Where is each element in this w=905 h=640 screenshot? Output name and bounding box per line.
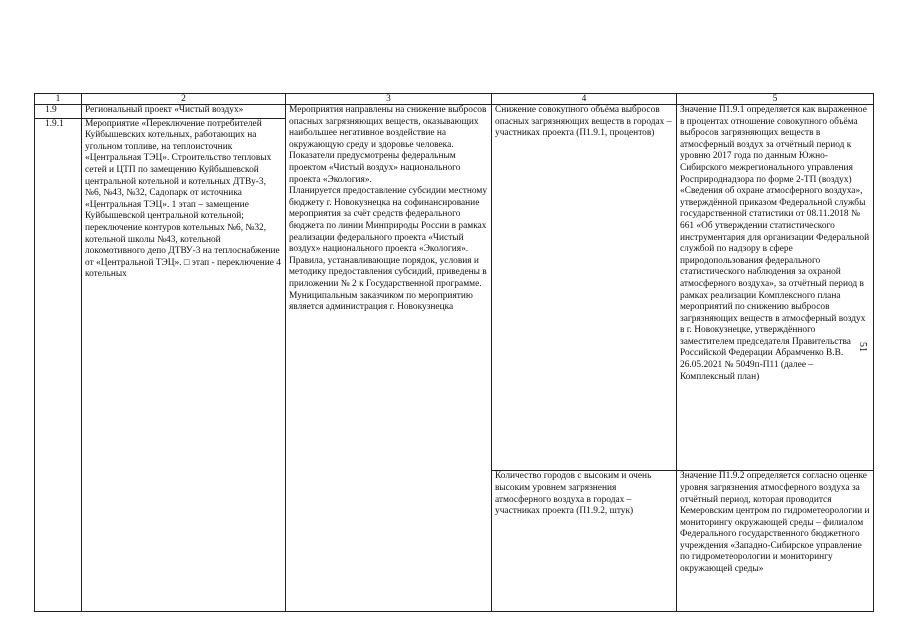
- description-paragraph: Правила, устанавливающие порядок, условия и методику предоставления субсидий, приведены в приложении № 2 к Государственной программе.: [289, 255, 487, 289]
- header-col-5: 5: [677, 94, 874, 105]
- header-col-4: 4: [492, 94, 677, 105]
- indicator-1-cell: Снижение совокупного объёма выбросов опасных загрязняющих веществ в городах – участниках проекта (П1.9.1, процентов): [492, 105, 677, 471]
- header-row: [35, 94, 874, 105]
- header-col-1: 1: [35, 94, 82, 105]
- row-number-1-9: 1.9: [35, 105, 82, 119]
- description-paragraph: Планируется предоставление субсидии местному бюджету г. Новокузнецка на софинансирование мероприятия за счёт средств федерального бюджета по линии Минприроды России в рамках реализации федерального проекта «Чистый воздух» национального проекта «Экология».: [289, 186, 488, 255]
- method-2-cell: Значение П1.9.2 определяется согласно оценке уровня загрязнения атмосферного воздуха за отчётный период, которая проводится Кемеровским центром по гидрометеорологии и мониторингу окружающей среды – филиалом Федерального государственного бюджетного учреждения «Западно-Сибирское управление по гидрометеорологии и мониторингу окружающей среды»: [677, 471, 874, 612]
- table-row-1-9: [35, 105, 874, 119]
- header-col-2: 2: [82, 94, 286, 105]
- event-name-cell: Мероприятие «Переключение потребителей Куйбышевских котельных, работающих на угольном топливе, на теплоисточник «Центральная ТЭЦ». Строительство тепловых сетей и ЦТП по замещению Куйбышевской центральной котельной и котельных ДТВу-3, №6, №43, №32, Садопарк от источника «Центральная ТЭЦ». 1 этап – замещение Куйбышевской центральной котельной; переключение контуров котельных №6, №32, котельной школы №43, котельной локомотивного депо ДТВУ-3 на теплоснабжение от «Центральной ТЭЦ». □ этап - переключение 4 котельных: [82, 118, 286, 611]
- regional-project-title: Региональный проект «Чистый воздух»: [82, 105, 286, 119]
- header-col-3: 3: [286, 94, 492, 105]
- description-paragraph: Мероприятия направлены на снижение выбросов опасных загрязняющих веществ, оказывающих наибольшее негативное воздействие на окружающую среду и здоровье человека.: [289, 105, 487, 150]
- description-paragraph: Муниципальным заказчиком по мероприятию является администрация г. Новокузнецка: [289, 290, 473, 313]
- program-table: [34, 93, 874, 612]
- row-number-1-9-1: 1.9.1: [35, 118, 82, 611]
- indicator-2-cell: Количество городов с высоким и очень высоким уровнем загрязнения атмосферного воздуха в городах – участниках проекта (П1.9.2, штук): [492, 471, 677, 612]
- method-1-cell: Значение П1.9.1 определяется как выраженное в процентах отношение совокупного объёма выбросов загрязняющих веществ в атмосферный воздух за отчётный период к уровню 2017 года по данным Южно-Сибирского межрегионального управления Росприроднадзора по форме 2-ТП (воздух) «Сведения об охране атмосферного воздуха», утверждённой приказом Федеральной службы государственной статистики от 08.11.2018 № 661 «Об утверждении статистического инструментария для организации Федеральной службой по надзору в сфере природопользования федерального статистического наблюдения за охраной атмосферного воздуха», за отчётный период в рамках реализации Комплексного плана мероприятий по снижению выбросов загрязняющих веществ в атмосферный воздух в г. Новокузнецке, утверждённого заместителем председателя Правительства Российской Федерации Абрамченко В.В. 26.05.2021 № 5049п-П11 (далее – Комплексный план): [677, 105, 874, 471]
- description-paragraph: Показатели предусмотрены федеральным проектом «Чистый воздух» национального проекта «Экология».: [289, 151, 461, 185]
- event-description-cell: [286, 105, 492, 612]
- page-number: 51: [857, 342, 868, 352]
